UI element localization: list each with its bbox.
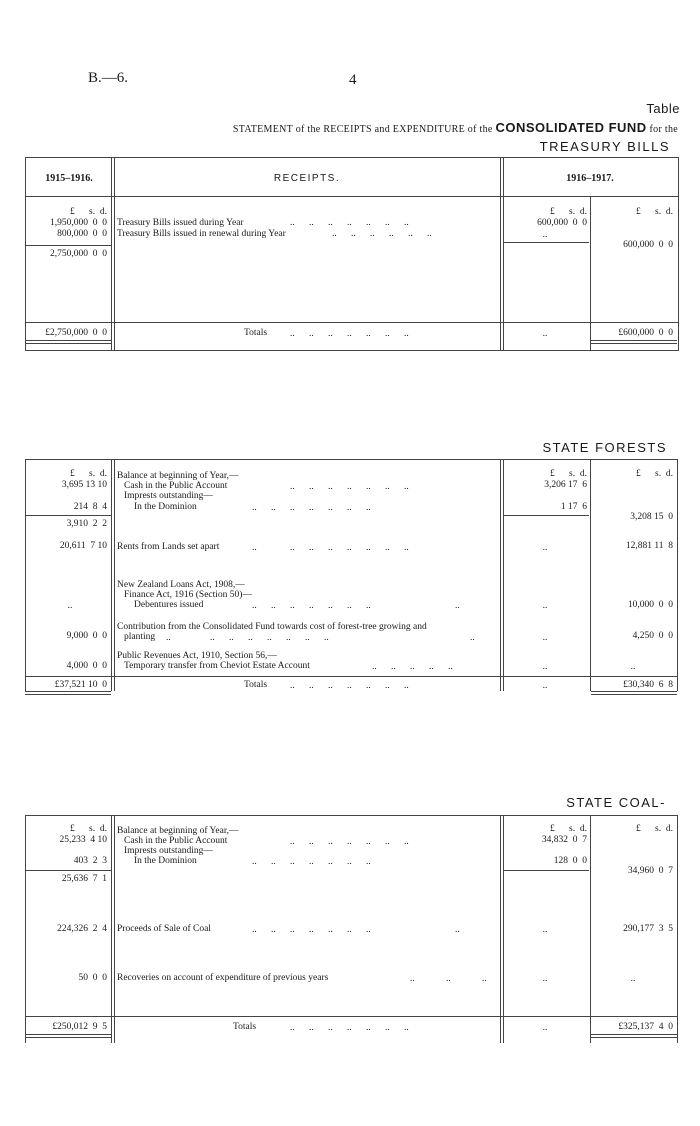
subtotal-rule xyxy=(503,242,589,243)
row-value-1916: 290,177 3 5 xyxy=(623,924,673,934)
grand-total-1916: £325,137 4 0 xyxy=(618,1022,673,1032)
row-value-1915: 1,950,000 0 0 xyxy=(50,218,107,228)
grand-total-1915: £2,750,000 0 0 xyxy=(45,328,107,338)
dot-leaders: .. .. .. .. .. .. .. xyxy=(290,482,409,492)
dot-leaders: .. .. .. .. .. .. .. xyxy=(290,1023,409,1033)
units-label: £ s. d. xyxy=(636,824,673,834)
dot-leaders: .. .. .. .. .. .. .. xyxy=(290,681,409,691)
subtotal-rule xyxy=(25,245,111,246)
statement-suffix: for the xyxy=(649,124,678,135)
state-forests-title: STATE FORESTS xyxy=(542,440,667,455)
row-label: Treasury Bills issued during Year xyxy=(117,218,244,228)
grand-total-1916: £600,000 0 0 xyxy=(618,328,673,338)
grand-total-1915: £37,521 10 0 xyxy=(54,680,107,690)
totals-label: Totals xyxy=(244,328,268,338)
units-label: £ s. d. xyxy=(70,469,107,479)
row-label: Contribution from the Consolidated Fund towards cost of forest-tree growing and xyxy=(117,622,427,632)
double-rule xyxy=(591,1034,677,1038)
row-value-1915: 214 8 4 xyxy=(73,502,107,512)
double-rule xyxy=(25,691,111,695)
left-rule xyxy=(25,459,26,691)
dot-leaders: .. .. .. .. .. .. .. xyxy=(252,857,371,867)
row-label: Temporary transfer from Cheviot Estate Account xyxy=(124,661,310,671)
statement-fund: CONSOLIDATED FUND xyxy=(495,120,647,135)
row-value-1915: 20,611 7 10 xyxy=(59,541,107,551)
dot-leaders: .. .. .. .. .. .. .. xyxy=(290,837,409,847)
row-label: Proceeds of Sale of Coal xyxy=(117,924,211,934)
row-label: Treasury Bills issued in renewal during Year xyxy=(117,229,286,239)
double-rule xyxy=(25,1034,111,1038)
row-value-1915: 3,695 13 10 xyxy=(61,480,107,490)
totals-rule xyxy=(25,1016,678,1017)
dot-leaders: .. .. .. .. .. .. xyxy=(332,229,432,239)
dot-leaders: .. xyxy=(470,633,475,643)
document-reference: B.—6. xyxy=(88,70,129,86)
dot-leaders: .. xyxy=(446,974,451,984)
dot-leaders: .. .. .. .. .. .. .. xyxy=(290,329,409,339)
row-value-1915: 4,000 0 0 xyxy=(66,661,107,671)
row-label: Balance at beginning of Year,— xyxy=(117,826,239,836)
dot-leaders: .. xyxy=(455,925,460,935)
column-rule xyxy=(500,815,504,1043)
row-value-1915: 224,326 2 4 xyxy=(57,924,107,934)
dot-leaders: .. .. .. .. .. .. .. xyxy=(290,543,409,553)
units-label: £ s. d. xyxy=(550,207,587,217)
units-label: £ s. d. xyxy=(550,469,587,479)
top-rule xyxy=(25,459,678,460)
page-number: 4 xyxy=(349,72,357,88)
row-label: Imprests outstanding— xyxy=(124,491,213,501)
row-value-1916: .. xyxy=(630,974,636,984)
subtotal-rule xyxy=(503,870,589,871)
row-value-1915: 25,233 4 10 xyxy=(59,835,107,845)
row-label: New Zealand Loans Act, 1908,— xyxy=(117,580,245,590)
column-rule xyxy=(111,459,115,691)
row-label: In the Dominion xyxy=(134,856,197,866)
units-label: £ s. d. xyxy=(636,207,673,217)
right-rule xyxy=(677,459,678,691)
header-rule xyxy=(25,196,678,197)
row-value-1916: .. xyxy=(542,230,548,240)
row-value-mid: .. xyxy=(542,925,548,935)
row-label: Balance at beginning of Year,— xyxy=(117,471,239,481)
row-label: Recoveries on account of expenditure of previous years xyxy=(117,973,329,983)
grand-total-1916: £30,340 6 8 xyxy=(623,680,673,690)
dot-leaders: .. .. .. .. .. .. .. xyxy=(210,633,329,643)
dot-leaders: .. .. .. .. .. .. .. xyxy=(252,601,371,611)
row-label: Debentures issued xyxy=(134,600,204,610)
grand-total-mid: .. xyxy=(542,1023,548,1033)
dot-leaders: .. .. .. .. .. .. .. xyxy=(252,925,371,935)
column-rule xyxy=(590,815,591,1043)
row-value-1915: 9,000 0 0 xyxy=(66,631,107,641)
subtotal-1916: 3,208 15 0 xyxy=(630,512,673,522)
row-label: Imprests outstanding— xyxy=(124,846,213,856)
row-value-mid: 1 17 6 xyxy=(560,502,587,512)
dot-leaders: .. xyxy=(166,633,171,643)
units-label: £ s. d. xyxy=(70,207,107,217)
totals-rule xyxy=(25,322,678,323)
column-header-1916: 1916–1917. xyxy=(566,173,614,184)
treasury-bills-title: TREASURY BILLS xyxy=(539,139,670,154)
totals-rule xyxy=(25,676,678,677)
totals-label: Totals xyxy=(244,680,268,690)
dot-leaders: .. xyxy=(410,974,415,984)
total-1916: 600,000 0 0 xyxy=(623,240,673,250)
units-label: £ s. d. xyxy=(636,469,673,479)
row-value-mid: 128 0 0 xyxy=(553,856,587,866)
row-value-1916: 12,881 11 8 xyxy=(625,541,673,551)
statement-heading xyxy=(233,120,678,135)
row-value-mid: 3,206 17 6 xyxy=(544,480,587,490)
dot-leaders: .. .. .. .. .. .. .. xyxy=(290,218,409,228)
row-value-1915: .. xyxy=(67,601,73,611)
grand-total-mid: .. xyxy=(542,681,548,691)
dot-leaders: .. .. .. .. .. .. .. xyxy=(252,503,371,513)
row-value-mid: .. xyxy=(542,662,548,672)
row-label: Cash in the Public Account xyxy=(124,481,228,491)
right-rule xyxy=(677,815,678,1043)
row-label: planting xyxy=(124,632,156,642)
row-label: In the Dominion xyxy=(134,502,197,512)
dot-leaders: .. xyxy=(455,601,460,611)
row-label: Rents from Lands set apart xyxy=(117,542,220,552)
state-coal-title: STATE COAL- xyxy=(566,795,666,810)
row-value-1915: 800,000 0 0 xyxy=(57,229,107,239)
double-rule xyxy=(591,691,677,695)
row-label: Public Revenues Act, 1910, Section 56,— xyxy=(117,651,277,661)
dot-leaders: .. xyxy=(482,974,487,984)
row-value-mid: 34,832 0 7 xyxy=(541,835,587,845)
row-value-mid: .. xyxy=(542,543,548,553)
column-rule xyxy=(111,815,115,1043)
subtotal-1916: 34,960 0 7 xyxy=(627,866,673,876)
subtotal-1915: 3,910 2 2 xyxy=(66,519,107,529)
double-rule xyxy=(25,340,111,344)
row-value-1916: 10,000 0 0 xyxy=(627,600,673,610)
grand-total-mid: .. xyxy=(542,329,548,339)
subtotal-1915: 25,636 7 1 xyxy=(61,874,107,884)
dot-leaders: .. xyxy=(252,543,257,553)
table-word: Table xyxy=(646,101,680,116)
left-rule xyxy=(25,815,26,1043)
column-rule xyxy=(500,459,504,691)
statement-prefix: STATEMENT of the RECEIPTS and EXPENDITURE of the xyxy=(232,124,493,135)
units-label: £ s. d. xyxy=(70,824,107,834)
column-rule xyxy=(590,196,591,350)
subtotal-rule xyxy=(25,515,111,516)
row-value-1915: 403 2 3 xyxy=(73,856,107,866)
row-value-1915: 50 0 0 xyxy=(78,973,107,983)
row-value-1916: 4,250 0 0 xyxy=(632,631,673,641)
grand-total-1915: £250,012 9 5 xyxy=(52,1022,107,1032)
row-value-mid: .. xyxy=(542,633,548,643)
column-rule xyxy=(590,459,591,691)
row-value-mid: .. xyxy=(542,974,548,984)
totals-label: Totals xyxy=(233,1022,257,1032)
column-header-receipts: RECEIPTS. xyxy=(273,173,341,184)
subtotal-1915: 2,750,000 0 0 xyxy=(50,249,107,259)
row-value-1916: 600,000 0 0 xyxy=(537,218,587,228)
row-value-1916: .. xyxy=(630,662,636,672)
row-label: Finance Act, 1916 (Section 50)— xyxy=(124,590,252,600)
dot-leaders: .. .. .. .. .. xyxy=(372,662,453,672)
subtotal-rule xyxy=(25,870,111,871)
top-rule xyxy=(25,815,678,816)
subtotal-rule xyxy=(503,515,589,516)
double-rule xyxy=(591,340,677,344)
units-label: £ s. d. xyxy=(550,824,587,834)
column-header-1915: 1915–1916. xyxy=(45,173,93,184)
row-label: Cash in the Public Account xyxy=(124,836,228,846)
row-value-mid: .. xyxy=(542,601,548,611)
